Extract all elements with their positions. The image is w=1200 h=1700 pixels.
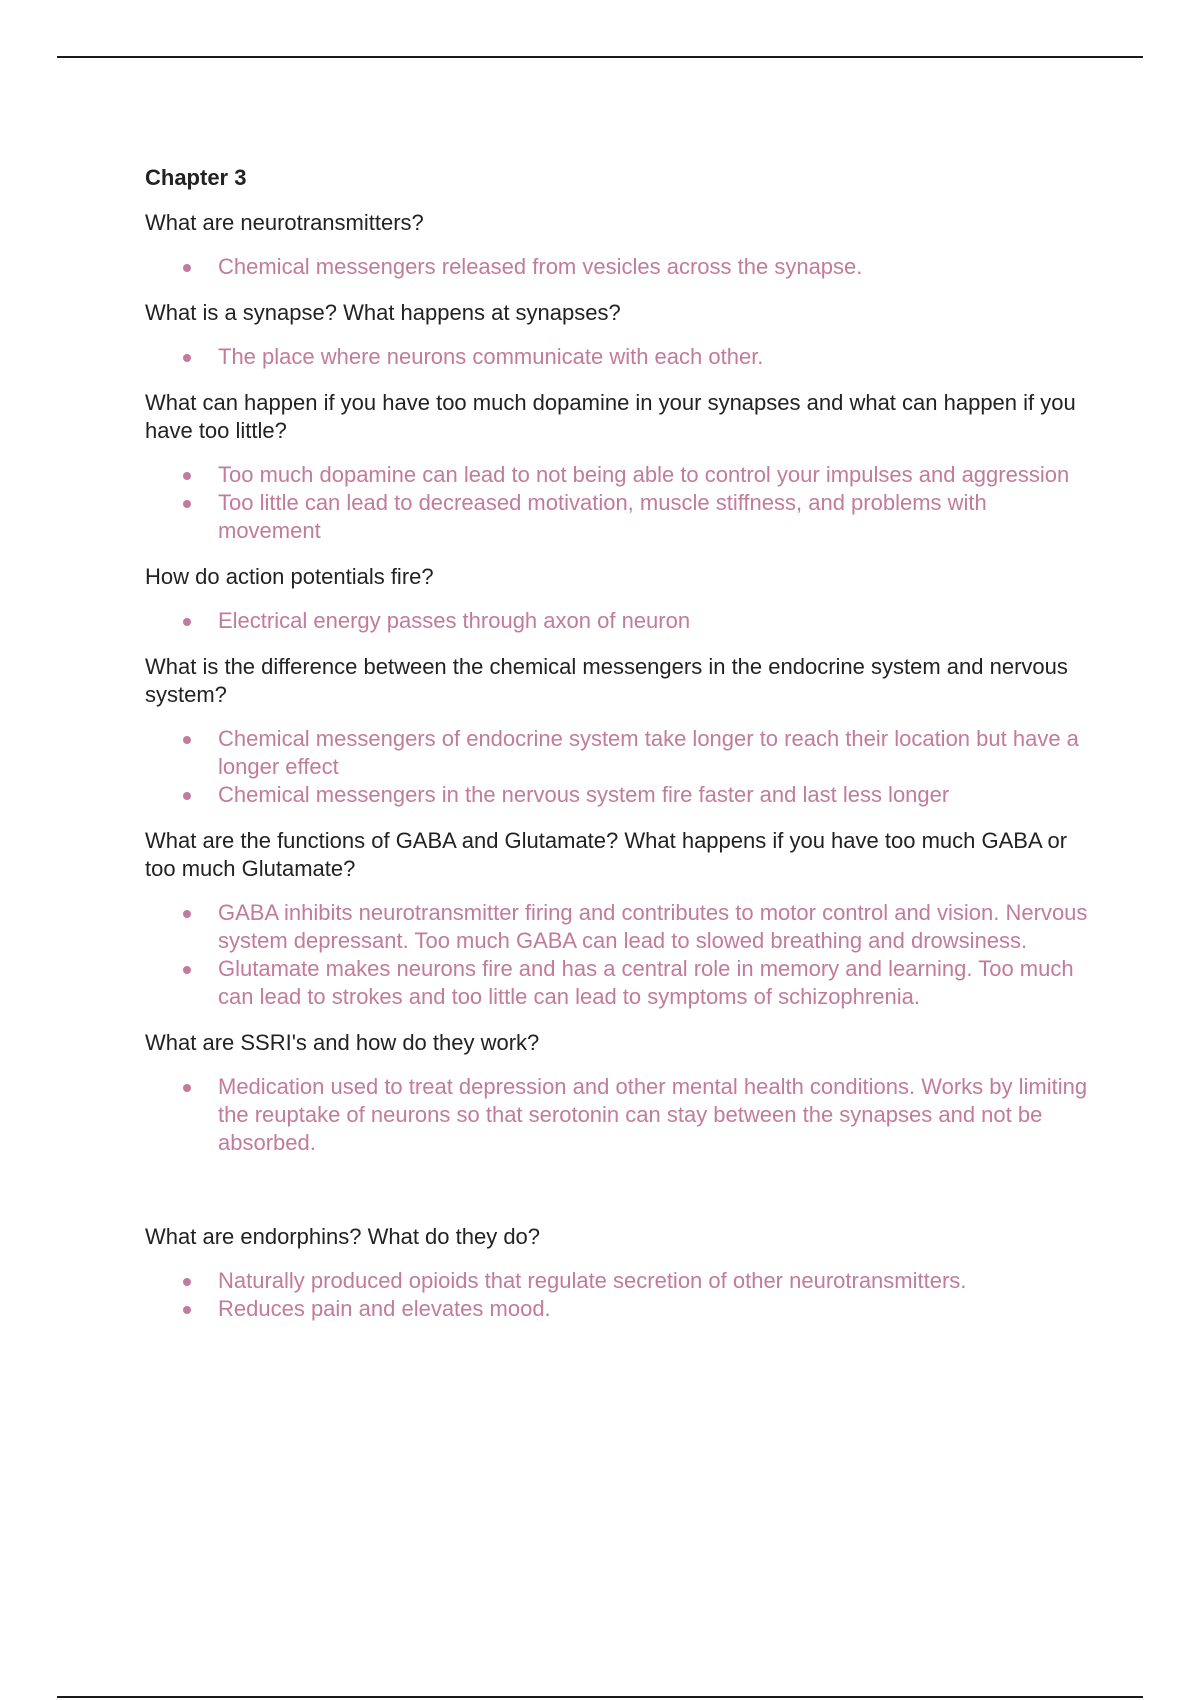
top-rule [57,56,1143,58]
spacer [145,1175,1095,1223]
answer-text: GABA inhibits neurotransmitter firing and contributes to motor control and vision. Nervous system depressant. Too much GABA can lead to slowed breathing and drowsiness. [218,900,1088,953]
answer-text: Reduces pain and elevates mood. [218,1296,551,1321]
question-7: What are SSRI's and how do they work? [145,1030,540,1055]
question-8: What are endorphins? What do they do? [145,1224,541,1249]
bullet-icon [183,910,191,918]
answer-list-3 [145,461,1095,545]
answer-text: Too much dopamine can lead to not being able to control your impulses and aggression [218,462,1070,487]
answer-list-2 [145,343,1095,371]
bullet-icon [183,792,191,800]
answer-item [145,253,1095,281]
answer-list-5 [145,725,1095,809]
answer-item [145,955,1095,1011]
answer-text: Chemical messengers released from vesicles across the synapse. [218,254,863,279]
bullet-icon [183,354,191,362]
question-1: What are neurotransmitters? [145,210,424,235]
answer-list-1 [145,253,1095,281]
answer-item [145,725,1095,781]
answer-item [145,343,1095,371]
question-5: What is the difference between the chemical messengers in the endocrine system and nervous system? [145,654,1068,707]
answer-text: Chemical messengers of endocrine system take longer to reach their location but have a longer effect [218,726,1079,779]
answer-text: Too little can lead to decreased motivation, muscle stiffness, and problems with movement [218,490,987,543]
answer-text: Chemical messengers in the nervous system fire faster and last less longer [218,782,950,807]
answer-item [145,899,1095,955]
answer-text: Naturally produced opioids that regulate secretion of other neurotransmitters. [218,1268,967,1293]
question-6: What are the functions of GABA and Glutamate? What happens if you have too much GABA or too much Glutamate? [145,828,1068,881]
answer-item [145,1267,1095,1295]
answer-list-4 [145,607,1095,635]
answer-item [145,781,1095,809]
answer-list-6 [145,899,1095,1011]
question-3: What can happen if you have too much dopamine in your synapses and what can happen if you have too little? [145,390,1076,443]
bullet-icon [183,618,191,626]
bullet-icon [183,966,191,974]
answer-list-7 [145,1073,1095,1157]
bullet-icon [183,1278,191,1286]
document-body [145,164,1095,1341]
answer-list-8 [145,1267,1095,1323]
answer-text: Electrical energy passes through axon of neuron [218,608,691,633]
bullet-icon [183,264,191,272]
answer-text: Glutamate makes neurons fire and has a central role in memory and learning. Too much can lead to strokes and too little can lead to symptoms of schizophrenia. [218,956,1074,1009]
bullet-icon [183,472,191,480]
bottom-rule [57,1696,1143,1698]
answer-item [145,1295,1095,1323]
bullet-icon [183,1306,191,1314]
answer-item [145,607,1095,635]
question-2: What is a synapse? What happens at synapses? [145,300,621,325]
question-4: How do action potentials fire? [145,564,434,589]
answer-item [145,461,1095,489]
answer-text: Medication used to treat depression and other mental health conditions. Works by limiting the reuptake of neurons so that serotonin can stay between the synapses and not be absorbed. [218,1074,1088,1155]
answer-text: The place where neurons communicate with each other. [218,344,764,369]
bullet-icon [183,1084,191,1092]
answer-item [145,1073,1095,1157]
answer-item [145,489,1095,545]
bullet-icon [183,500,191,508]
bullet-icon [183,736,191,744]
chapter-title: Chapter 3 [145,165,247,190]
